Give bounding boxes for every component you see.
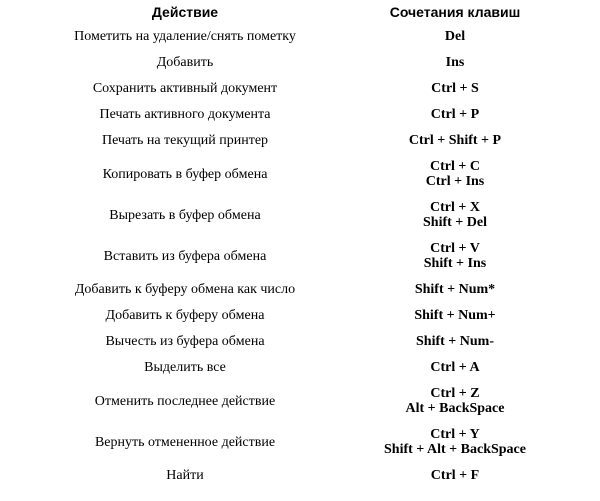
table-row <box>0 329 540 355</box>
shortcut-cell <box>370 24 540 50</box>
shortcut-line: Ctrl + Z <box>430 386 480 401</box>
action-cell: Отменить последнее действие <box>94 393 276 409</box>
shortcut-line: Shift + Ins <box>423 256 487 271</box>
shortcut-cell <box>370 463 540 489</box>
action-cell: Вычесть из буфера обмена <box>105 334 265 349</box>
shortcut-line: Ctrl + Shift + P <box>408 133 502 148</box>
action-cell: Добавить к буферу обмена <box>105 308 265 323</box>
shortcut-line: Shift + Num- <box>416 334 494 349</box>
shortcut-line: Del <box>444 29 466 44</box>
shortcut-cell <box>370 50 540 76</box>
shortcut-line: Ins <box>445 55 465 70</box>
action-cell: Добавить к буферу обмена как число <box>74 282 296 297</box>
table-row <box>0 422 540 463</box>
shortcut-cell <box>370 303 540 329</box>
shortcuts-table <box>0 2 540 489</box>
action-cell: Вставить из буфера обмена <box>103 248 267 264</box>
table-row <box>0 195 540 236</box>
table-row <box>0 102 540 128</box>
table-row <box>0 236 540 277</box>
action-cell: Печать активного документа <box>99 107 271 122</box>
shortcut-cell <box>370 422 540 463</box>
shortcut-line: Alt + BackSpace <box>405 401 505 416</box>
action-cell: Вернуть отмененное действие <box>94 434 276 450</box>
table-row <box>0 154 540 195</box>
shortcut-cell <box>370 381 540 422</box>
action-cell: Вырезать в буфер обмена <box>109 207 261 223</box>
table-row <box>0 277 540 303</box>
shortcut-cell <box>370 102 540 128</box>
shortcut-line: Shift + Num+ <box>414 308 496 323</box>
table-row <box>0 50 540 76</box>
shortcut-cell <box>370 195 540 236</box>
shortcut-cell <box>370 236 540 277</box>
shortcut-cell <box>370 154 540 195</box>
table-row <box>0 128 540 154</box>
table-row <box>0 463 540 489</box>
action-cell: Найти <box>166 468 204 483</box>
shortcut-line: Ctrl + S <box>431 81 479 96</box>
action-cell: Сохранить активный документ <box>92 81 278 96</box>
action-cell: Копировать в буфер обмена <box>102 166 268 182</box>
shortcut-line: Ctrl + A <box>430 360 480 375</box>
shortcut-line: Ctrl + X <box>430 200 480 215</box>
shortcut-cell <box>370 329 540 355</box>
table-row <box>0 381 540 422</box>
table-row <box>0 303 540 329</box>
shortcut-cell <box>370 76 540 102</box>
column-header-shortcut: Сочетания клавиш <box>389 4 521 20</box>
action-cell: Печать на текущий принтер <box>101 133 269 148</box>
action-cell: Добавить <box>156 55 214 70</box>
table-row <box>0 355 540 381</box>
shortcut-line: Ctrl + C <box>430 159 480 174</box>
shortcut-line: Ctrl + Y <box>430 427 480 442</box>
shortcut-line: Ctrl + P <box>430 107 480 122</box>
action-cell: Пометить на удаление/снять пометку <box>74 29 296 44</box>
table-body <box>0 24 540 489</box>
table-row <box>0 24 540 50</box>
shortcut-line: Shift + Del <box>423 215 487 230</box>
shortcut-line: Ctrl + Ins <box>425 174 485 189</box>
shortcut-line: Shift + Alt + BackSpace <box>384 442 526 457</box>
shortcut-line: Ctrl + F <box>430 468 480 483</box>
table-row <box>0 76 540 102</box>
column-header-action: Действие <box>151 4 219 20</box>
shortcut-line: Shift + Num* <box>414 282 496 297</box>
shortcut-cell <box>370 355 540 381</box>
shortcut-cell <box>370 277 540 303</box>
action-cell: Выделить все <box>144 360 226 375</box>
shortcut-cell <box>370 128 540 154</box>
shortcut-line: Ctrl + V <box>430 241 480 256</box>
table-header-row <box>0 2 540 24</box>
